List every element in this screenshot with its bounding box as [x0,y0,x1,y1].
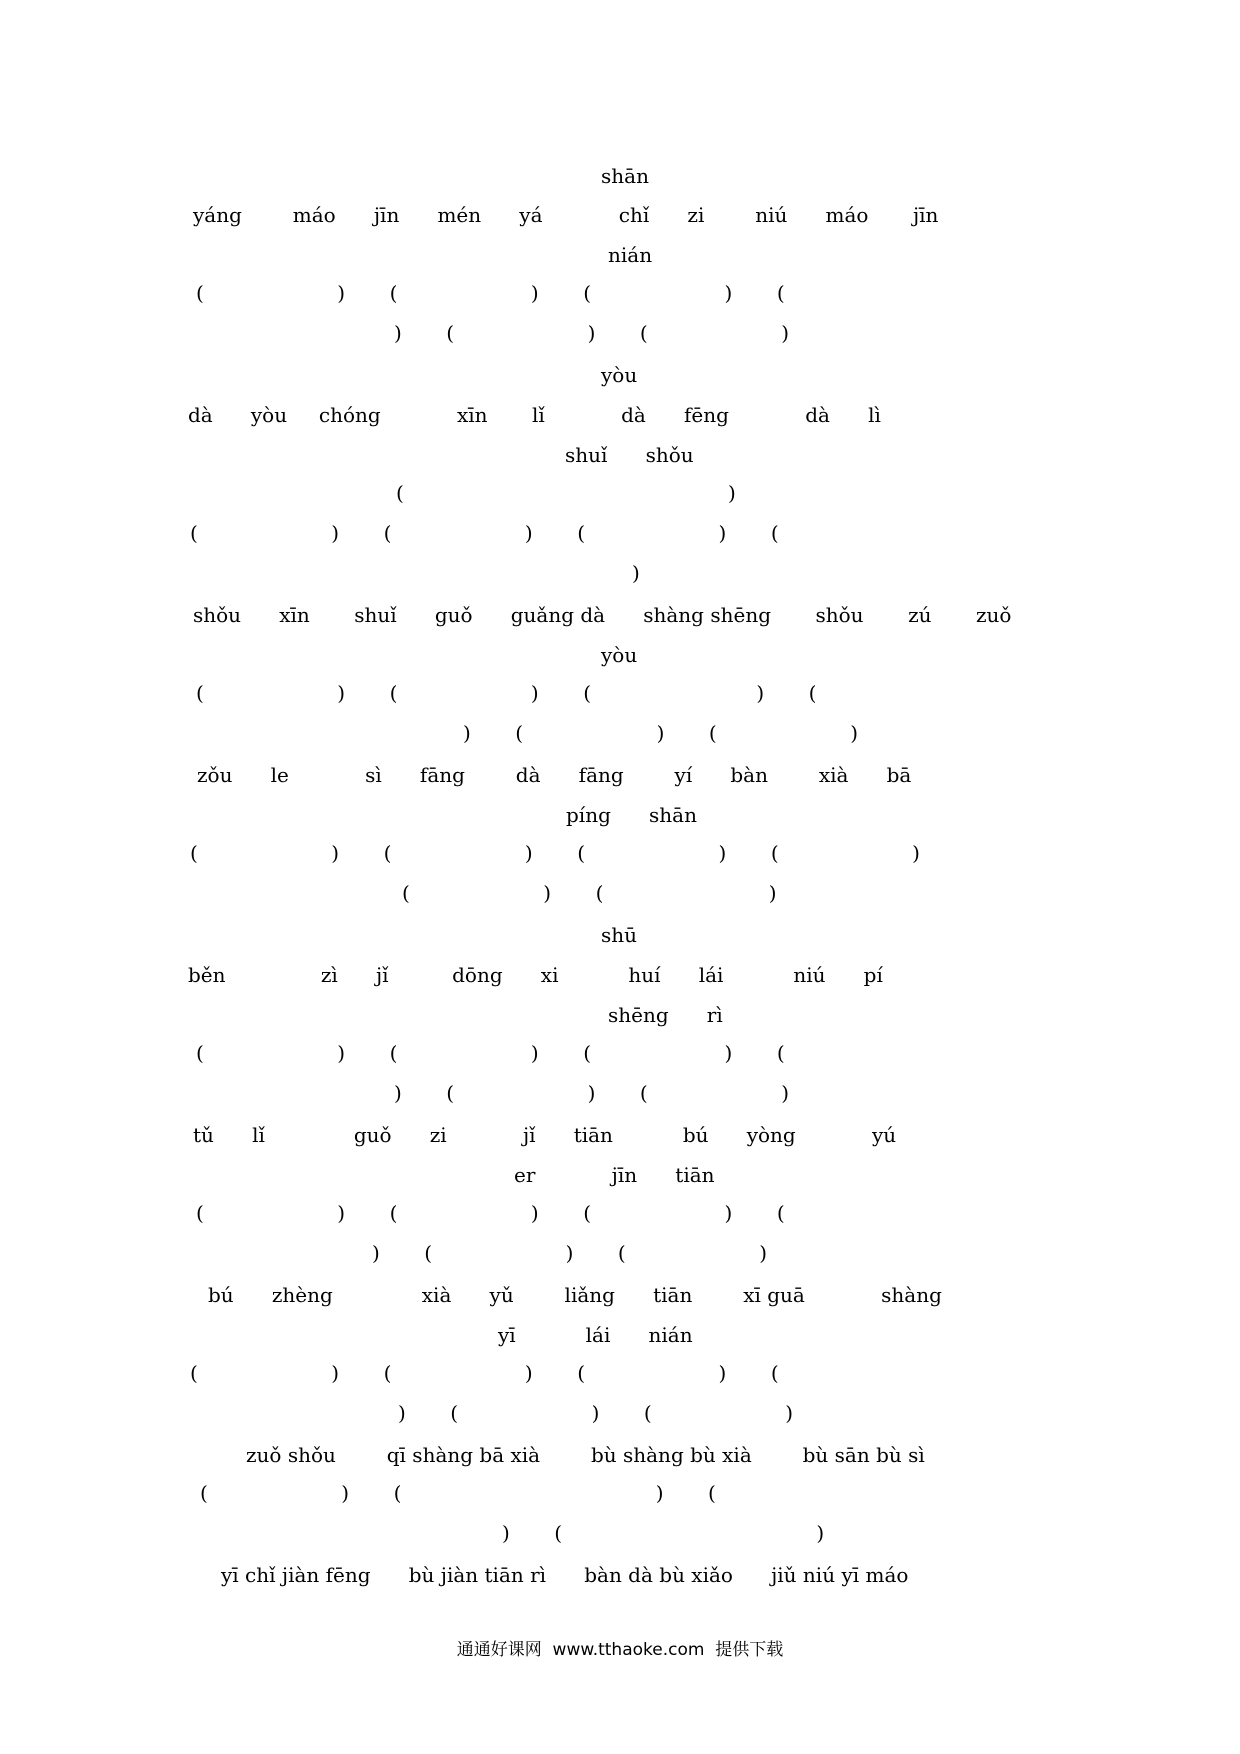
pinyin-line: shǒu xīn shuǐ guǒ guǎng dà shàng shēng shǒu zú zuǒ [193,603,1012,627]
pinyin-line: er jīn tiān [514,1163,715,1187]
blank-brackets-line: ( ) ( ) ( ) ( [196,1201,785,1225]
pinyin-line: yī chǐ jiàn fēng bù jiàn tiān rì bàn dà bù xiǎo jiǔ niú yī máo [221,1563,909,1587]
pinyin-line: bú zhèng xià yǔ liǎng tiān xī guā shàng [208,1283,942,1307]
pinyin-line: shān [601,164,649,188]
footer-credit: 通通好课网 www.tthaoke.com 提供下载 [456,1640,784,1660]
pinyin-line: yī lái nián [498,1323,693,1347]
blank-brackets-line: ( ) ( ) ( ) ( [190,1361,779,1385]
pinyin-line: tǔ lǐ guǒ zi jǐ tiān bú yòng yú [193,1123,897,1147]
blank-brackets-line: ) ( ) [502,1521,825,1545]
blank-brackets-line: ( ) ( ) ( ) ( [196,681,817,705]
blank-brackets-line: ( ) ( ) [402,881,777,905]
pinyin-line: shēng rì [608,1003,723,1027]
pinyin-line: yáng máo jīn mén yá chǐ zi niú máo jīn [193,203,939,227]
pinyin-line: yòu [601,363,638,387]
blank-brackets-line: ( ) [396,481,736,505]
blank-brackets-line: ) ( ) ( ) [463,721,859,745]
pinyin-line: yòu [601,643,638,667]
pinyin-line: píng shān [566,803,697,827]
blank-brackets-line: ( ) ( ) ( [200,1481,716,1505]
blank-brackets-line: ) ( ) ( ) [394,321,790,345]
blank-brackets-line: ) ( ) ( ) [394,1081,790,1105]
blank-brackets-line: ) [632,561,640,585]
pinyin-line: běn zì jǐ dōng xi huí lái niú pí [188,963,883,987]
pinyin-line: shuǐ shǒu [565,443,694,467]
blank-brackets-line: ( ) ( ) ( ) ( ) [190,841,920,865]
blank-brackets-line: ( ) ( ) ( ) ( [190,521,779,545]
blank-brackets-line: ( ) ( ) ( ) ( [196,1041,785,1065]
blank-brackets-line: ( ) ( ) ( ) ( [196,281,785,305]
pinyin-line: zuǒ shǒu qī shàng bā xià bù shàng bù xià bù sān bù sì [246,1443,925,1467]
pinyin-line: zǒu le sì fāng dà fāng yí bàn xià bā [197,763,912,787]
blank-brackets-line: ) ( ) ( ) [398,1401,794,1425]
pinyin-line: shū [601,923,638,947]
blank-brackets-line: ) ( ) ( ) [372,1241,768,1265]
pinyin-line: nián [608,243,653,267]
pinyin-line: dà yòu chóng xīn lǐ dà fēng dà lì [188,403,881,427]
